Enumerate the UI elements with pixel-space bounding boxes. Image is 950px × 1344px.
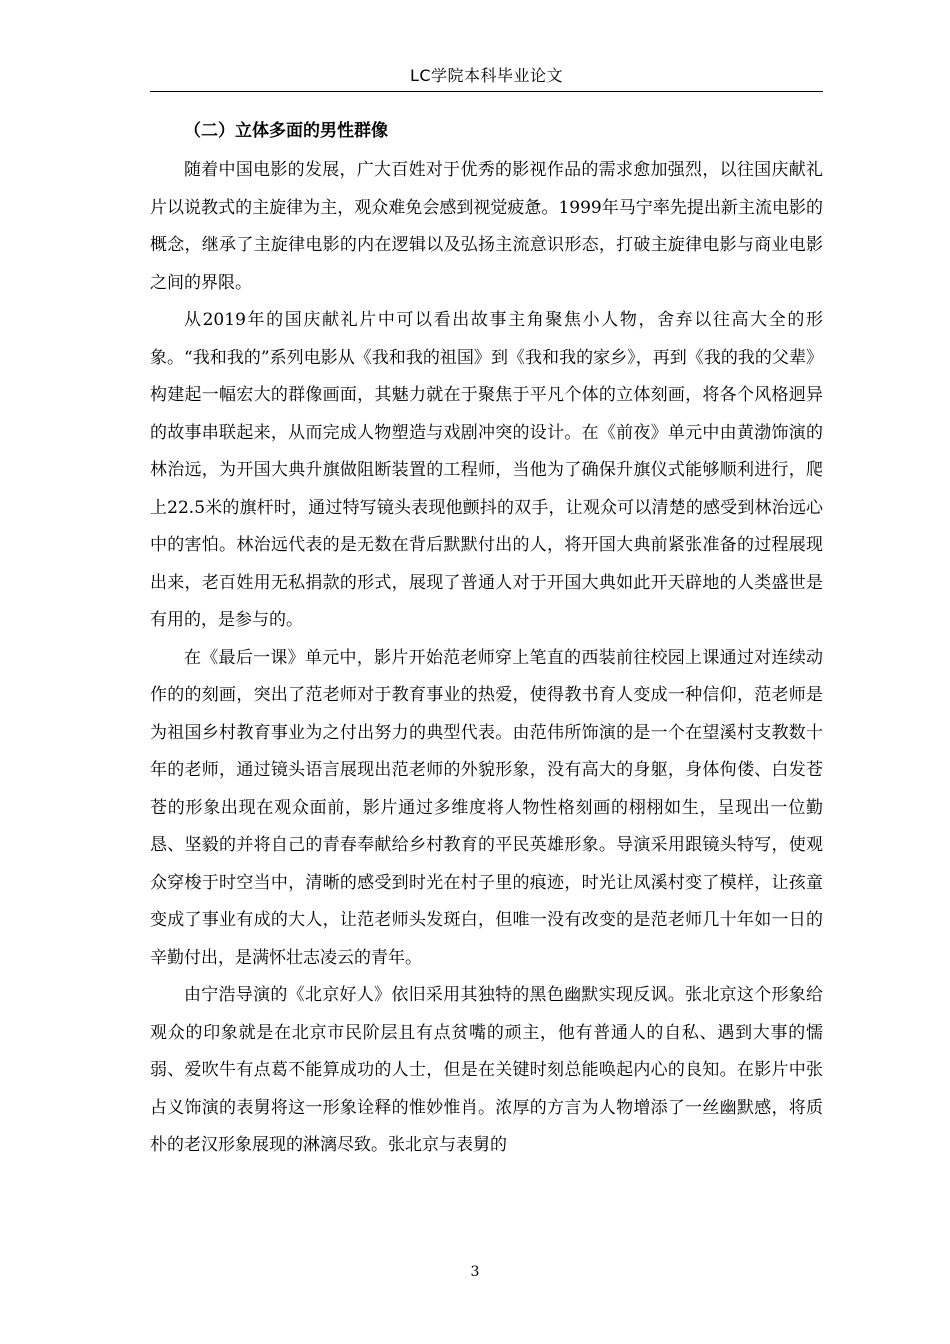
paragraph: 在《最后一课》单元中，影片开始范老师穿上笔直的西装前往校园上课通过对连续动作的的刻画，突出了范老师对于教育事业的热爱，使得教书育人变成一种信仰，范老师是为祖国乡村教育事业为之付出努力的典型代表。由范伟所饰演的是一个在望溪村支教数十年的老师，通过镜头语言展现出范老师的外貌形象，没有高大的身躯，身体佝偻、白发苍苍的形象出现在观众面前，影片通过多维度将人物性格刻画的栩栩如生，呈现出一位勤恳、坚毅的并将自己的青春奉献给乡村教育的平民英雄形象。导演采用跟镜头特写，使观众穿梭于时空当中，清晰的感受到时光在村子里的痕迹，时光让凤溪村变了模样，让孩童变成了事业有成的大人，让范老师头发斑白，但唯一没有改变的是范老师几十年如一日的辛勤付出，是满怀壮志凌云的青年。 xyxy=(150,647,823,968)
page-number: 3 xyxy=(470,1264,480,1280)
paragraph: 从2019年的国庆献礼片中可以看出故事主角聚焦小人物，舍弃以往高大全的形象。“我和我的”系列电影从《我和我的祖国》到《我和我的家乡》，再到《我的我的父辈》构建起一幅宏大的群像画面，其魅力就在于聚焦于平凡个体的立体刻画，将各个风格迥异的故事串联起来，从而完成人物塑造与戏剧冲突的设计。在《前夜》单元中由黄渤饰演的林治远，为开国大典升旗做阻断装置的工程师，当他为了确保升旗仪式能够顺利进行，爬上22.5米的旗杆时，通过特写镜头表现他颤抖的双手，让观众可以清楚的感受到林治远心中的害怕。林治远代表的是无数在背后默默付出的人，将开国大典前紧张准备的过程展现出来，老百姓用无私捐款的形式，展现了普通人对于开国大典如此开天辟地的人类盛世是有用的，是参与的。 xyxy=(150,310,823,630)
running-header: LC学院本科毕业论文 xyxy=(409,66,564,85)
paragraph: 随着中国电影的发展，广大百姓对于优秀的影视作品的需求愈加强烈，以往国庆献礼片以说教式的主旋律为主，观众难免会感到视觉疲惫。1999年马宁率先提出新主流电影的概念，继承了主旋律电影的内在逻辑以及弘扬主流意识形态，打破主旋律电影与商业电影之间的界限。 xyxy=(150,160,823,293)
header-rule xyxy=(150,91,823,92)
section-heading: （二）立体多面的男性群像 xyxy=(184,121,388,141)
paragraph: 由宁浩导演的《北京好人》依旧采用其独特的黑色幽默实现反讽。张北京这个形象给观众的印象就是在北京市民阶层且有点贫嘴的顽主，他有普通人的自私、遇到大事的懦弱、爱吹牛有点葛不能算成功的人士，但是在关键时刻总能唤起内心的良知。在影片中张占义饰演的表舅将这一形象诠释的惟妙惟肖。浓厚的方言为人物增添了一丝幽默感，将质朴的老汉形象展现的淋漓尽致。张北京与表舅的 xyxy=(150,985,823,1155)
body-text xyxy=(150,116,823,1165)
